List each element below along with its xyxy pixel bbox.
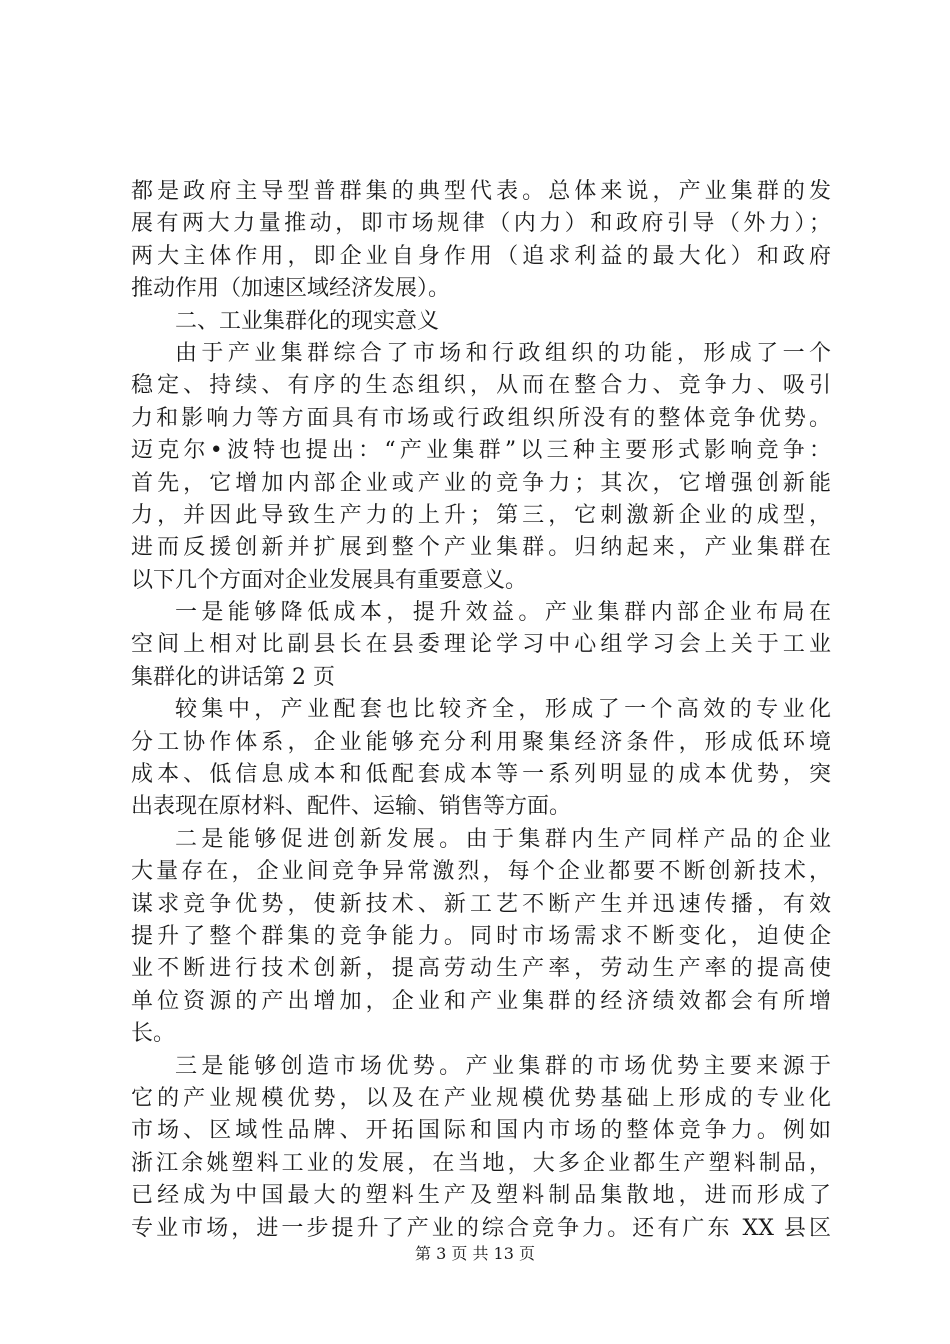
- text-line: 市场、区域性品牌、开拓国际和国内市场的整体竞争力。例如: [131, 1118, 831, 1144]
- text-line: 成本、低信息成本和低配套成本等一系列明显的成本优势，突: [131, 762, 831, 788]
- text-line: 迈克尔•波特也提出：“产业集群”以三种主要形式影响竞争：: [131, 438, 831, 464]
- text-line: 浙江余姚塑料工业的发展，在当地，大多企业都生产塑料制品，: [131, 1150, 831, 1176]
- text-line: 二、工业集群化的现实意义: [175, 308, 440, 334]
- text-line: 单位资源的产出增加，企业和产业集群的经济绩效都会有所增: [131, 988, 831, 1014]
- text-line: 都是政府主导型普群集的典型代表。总体来说，产业集群的发: [131, 179, 831, 204]
- text-line: 一是能够降低成本，提升效益。产业集群内部企业布局在: [175, 600, 831, 626]
- text-line: 集群化的讲话第 2 页: [131, 664, 335, 690]
- text-line: 大量存在，企业间竞争异常激烈，每个企业都要不断创新技术，: [131, 859, 831, 885]
- text-line: 二是能够促进创新发展。由于集群内生产同样产品的企业: [175, 826, 831, 852]
- text-line: 推动作用（加速区域经济发展）。: [131, 276, 451, 302]
- text-line: 较集中，产业配套也比较齐全，形成了一个高效的专业化: [175, 697, 831, 723]
- text-line: 出表现在原材料、配件、运输、销售等方面。: [131, 794, 572, 820]
- text-line: 由于产业集群综合了市场和行政组织的功能，形成了一个: [175, 340, 831, 366]
- text-line: 首先，它增加内部企业或产业的竞争力；其次，它增强创新能: [131, 470, 831, 496]
- text-line: 稳定、持续、有序的生态组织，从而在整合力、竞争力、吸引: [131, 373, 831, 399]
- text-line: 进而反援创新并扩展到整个产业集群。归纳起来，产业集群在: [131, 535, 831, 561]
- text-line: 已经成为中国最大的塑料生产及塑料制品集散地，进而形成了: [131, 1183, 831, 1209]
- text-line: 力和影响力等方面具有市场或行政组织所没有的整体竞争优势。: [131, 405, 831, 431]
- text-line: 长。: [131, 1021, 176, 1047]
- text-line: 它的产业规模优势，以及在产业规模优势基础上形成的专业化: [131, 1085, 831, 1111]
- document-body: [131, 176, 831, 1245]
- text-line: 专业市场，进一步提升了产业的综合竞争力。还有广东 XX 县区: [131, 1215, 831, 1241]
- text-line: 展有两大力量推动，即市场规律（内力）和政府引导（外力）；: [131, 211, 831, 237]
- text-line: 两大主体作用，即企业自身作用（追求利益的最大化）和政府: [131, 243, 831, 269]
- page-footer: 第 3 页 共 13 页: [415, 1244, 535, 1263]
- text-line: 力，并因此导致生产力的上升；第三，它刺激新企业的成型，: [131, 502, 831, 528]
- text-line: 提升了整个群集的竞争能力。同时市场需求不断变化，迫使企: [131, 923, 831, 949]
- text-line: 分工协作体系，企业能够充分利用聚集经济条件，形成低环境: [131, 729, 831, 755]
- text-line: 以下几个方面对企业发展具有重要意义。: [131, 567, 528, 593]
- text-line: 谋求竞争优势，使新技术、新工艺不断产生并迅速传播，有效: [131, 891, 831, 917]
- text-line: 业不断进行技术创新，提高劳动生产率，劳动生产率的提高使: [131, 956, 831, 982]
- text-line: 三是能够创造市场优势。产业集群的市场优势主要来源于: [175, 1053, 831, 1079]
- text-line: 空间上相对比副县长在县委理论学习中心组学习会上关于工业: [131, 632, 831, 658]
